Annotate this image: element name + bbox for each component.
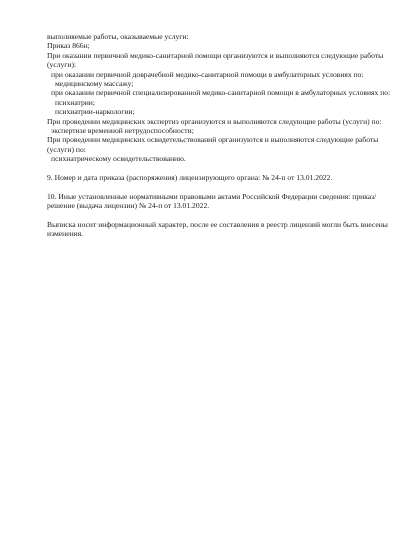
service-item-disability-expertise: экспертизе временной нетрудоспособности;	[51, 126, 194, 136]
item-10-other-info: 10. Иные установленные нормативными правовыми актами Российской Федерации сведения: приказ/решение (выдача лицензии) № 24-п от 13.01.2022.	[47, 191, 377, 211]
disclaimer-note: Выписка носит информационный характер, после ее составления в реестр лицензий могли быть внесены изменения.	[47, 220, 388, 239]
service-item-psychiatry: психиатрии;	[55, 97, 95, 107]
spacer	[47, 164, 403, 173]
examination-heading: При проведении медицинских освидетельствований организуются и выполняются следующие работы (услуги) по:	[47, 135, 379, 154]
order-reference: Приказ 866н;	[47, 41, 90, 51]
document-body	[47, 32, 403, 239]
service-item-narcology: психиатрии-наркологии;	[55, 107, 135, 117]
expertise-heading: При проведении медицинских экспертиз организуются и выполняются следующие работы (услуги) по:	[47, 116, 382, 126]
spacer	[47, 182, 403, 191]
prehospital-care-subheading: при оказании первичной доврачебной медико-санитарной помощи в амбулаторных условиях по:	[51, 69, 364, 79]
spacer	[47, 211, 403, 220]
item-9-order-number: 9. Номер и дата приказа (распоряжения) лицензирующего органа: № 24-п от 13.01.2022.	[47, 173, 333, 183]
service-item-psychiatric-examination: психиатрическому освидетельствованию.	[51, 154, 186, 164]
specialized-care-subheading: при оказании первичной специализированной медико-санитарной помощи в амбулаторных условиях по:	[51, 88, 391, 98]
services-heading: выполняемые работы, оказываемые услуги:	[47, 32, 189, 41]
primary-care-heading: При оказании первичной медико-санитарной помощи организуются и выполняются следующие работы (услуги):	[47, 50, 384, 70]
service-item-massage: медицинскому массажу;	[55, 79, 134, 89]
